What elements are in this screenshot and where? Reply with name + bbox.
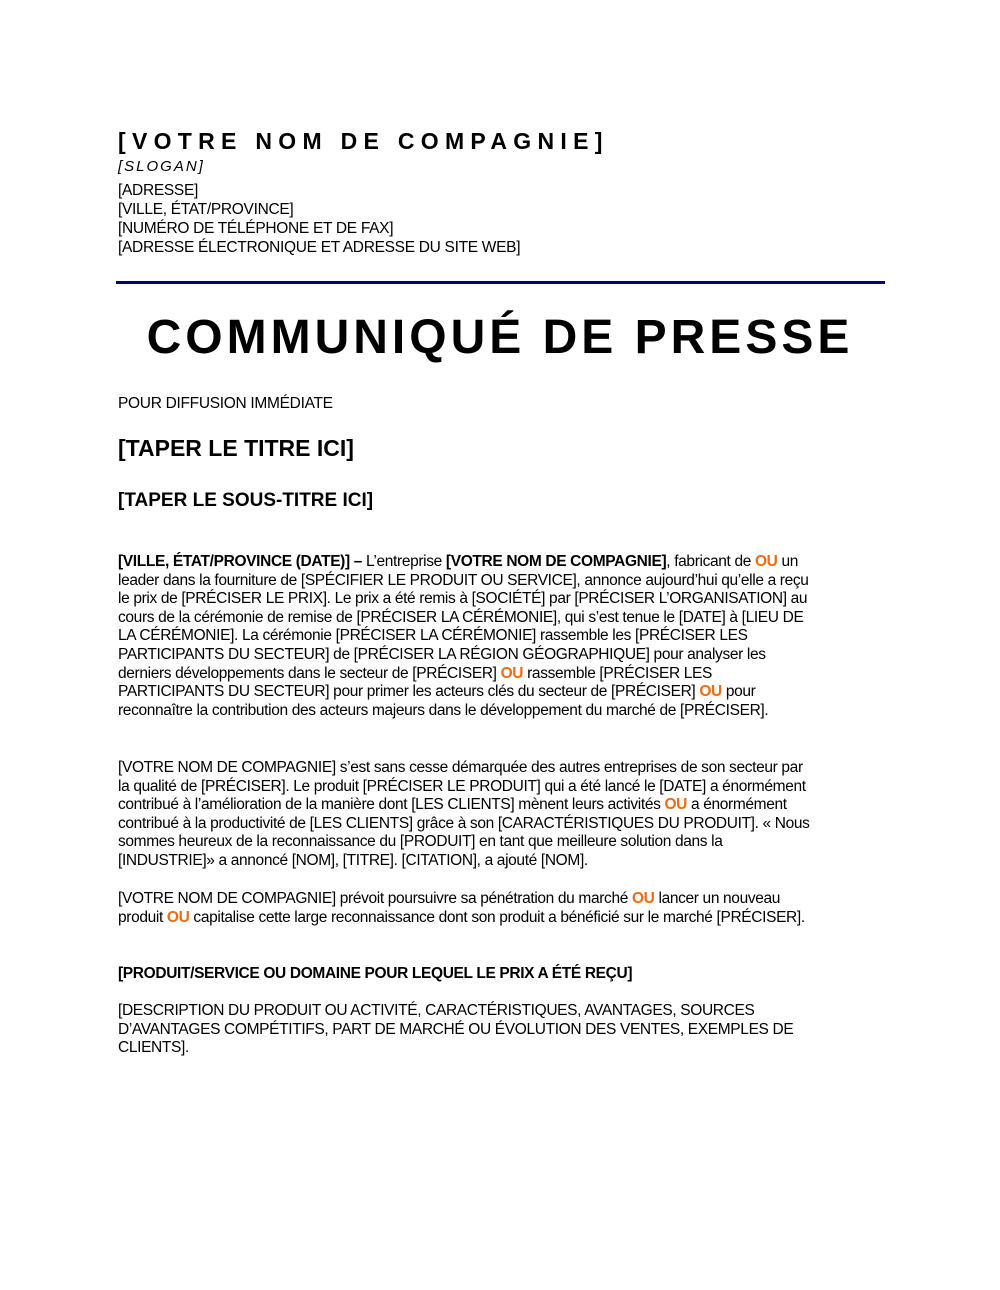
text-span: contribué à l’amélioration de la manière dont [LES CLIENTS] mènent leurs activités — [118, 796, 665, 814]
text-span: PARTICIPANTS DU SECTEUR] pour primer les acteurs clés du secteur de [PRÉCISER] — [118, 683, 700, 701]
text-line — [118, 553, 893, 572]
headline: [TAPER LE TITRE ICI] — [118, 435, 354, 461]
text-span: a énormément — [687, 796, 787, 814]
text-span: derniers développements dans le secteur de [PRÉCISER] — [118, 664, 501, 682]
text-span: rassemble [PRÉCISER LES — [523, 664, 713, 682]
text-line: PARTICIPANTS DU SECTEUR] de [PRÉCISER LA RÉGION GÉOGRAPHIQUE] pour analyser les — [118, 645, 766, 663]
text-line: [DESCRIPTION DU PRODUIT OU ACTIVITÉ, CARACTÉRISTIQUES, AVANTAGES, SOURCES — [118, 1002, 755, 1019]
paragraph-3 — [118, 890, 893, 927]
release-note: POUR DIFFUSION IMMÉDIATE — [118, 395, 333, 412]
text-span: lancer un nouveau — [654, 890, 781, 907]
text-line: [VOTRE NOM DE COMPAGNIE] s’est sans cesse démarquée des autres entreprises de son secteur par — [118, 759, 803, 776]
text-line: cours de la cérémonie de remise de [PRÉCISER LA CÉRÉMONIE], qui s’est tenue le [DATE] à [LIEU DE — [118, 608, 804, 626]
document-title: COMMUNIQUÉ DE PRESSE — [146, 311, 854, 364]
company-ref: [VOTRE NOM DE COMPAGNIE] — [445, 553, 667, 570]
text-line — [118, 665, 893, 684]
subheadline: [TAPER LE SOUS-TITRE ICI] — [118, 490, 374, 511]
text-span: , fabricant de — [666, 553, 755, 570]
text-line: [INDUSTRIE]» a annoncé [NOM], [TITRE]. [CITATION], a ajouté [NOM]. — [118, 851, 588, 869]
paragraph-1 — [118, 553, 893, 720]
text-line: la qualité de [PRÉCISER]. Le produit [PRÉCISER LE PRODUIT] qui a été lancé le [DATE] a énormément — [118, 777, 806, 795]
text-line: contribué à la productivité de [LES CLIENTS] grâce à son [CARACTÉRISTIQUES DU PRODUIT]. « Nous — [118, 814, 810, 832]
address-line: [ADRESSE] — [118, 182, 198, 199]
text-span: [VOTRE NOM DE COMPAGNIE] prévoit poursuivre sa pénétration du marché — [118, 890, 632, 907]
text-span: un — [777, 553, 799, 570]
or-marker: OU — [664, 796, 688, 814]
text-line — [118, 890, 893, 909]
text-line: CLIENTS]. — [118, 1039, 189, 1057]
or-marker: OU — [166, 908, 190, 926]
phone-fax-line: [NUMÉRO DE TÉLÉPHONE ET DE FAX] — [118, 220, 394, 237]
company-name: [VOTRE NOM DE COMPAGNIE] — [118, 128, 609, 154]
text-span: capitalise cette large reconnaissance dont son produit a bénéficié sur le marché [PRÉCISER]. — [189, 908, 805, 926]
or-marker: OU — [631, 890, 655, 907]
paragraph-2 — [118, 759, 893, 871]
email-web-line: [ADRESSE ÉLECTRONIQUE ET ADRESSE DU SITE WEB] — [118, 239, 521, 256]
text-line — [118, 909, 893, 928]
address-block — [118, 181, 520, 257]
text-span: L’entreprise — [362, 553, 446, 570]
text-line — [118, 796, 893, 815]
or-marker: OU — [500, 664, 524, 682]
text-span: pour — [721, 683, 756, 701]
dateline: [VILLE, ÉTAT/PROVINCE (DATE)] – — [118, 553, 363, 570]
text-line: LA CÉRÉMONIE]. La cérémonie [PRÉCISER LA CÉRÉMONIE] rassemble les [PRÉCISER LES — [118, 627, 748, 645]
city-line: [VILLE, ÉTAT/PROVINCE] — [118, 201, 294, 218]
or-marker: OU — [699, 683, 722, 701]
or-marker: OU — [754, 553, 778, 570]
text-line: reconnaître la contribution des acteurs majeurs dans le développement du marché de [PRÉCISER]. — [118, 701, 769, 719]
text-line: D’AVANTAGES COMPÉTITIFS, PART DE MARCHÉ OU ÉVOLUTION DES VENTES, EXEMPLES DE — [118, 1020, 794, 1038]
header-divider — [116, 281, 885, 284]
text-span: produit — [118, 908, 167, 926]
text-line: le prix de [PRÉCISER LE PRIX]. Le prix a été remis à [SOCIÉTÉ] par [PRÉCISER L’ORGANISATION] au — [118, 590, 808, 608]
text-line: sommes heureux de la reconnaissance du [PRODUIT] en tant que meilleure solution dans la — [118, 833, 723, 851]
section-heading: [PRODUIT/SERVICE OU DOMAINE POUR LEQUEL LE PRIX A ÉTÉ REÇU] — [118, 965, 633, 982]
paragraph-4 — [118, 1002, 893, 1058]
slogan: [SLOGAN] — [118, 158, 205, 175]
text-line: leader dans la fourniture de [SPÉCIFIER LE PRODUIT OU SERVICE], annonce aujourd’hui qu’elle a reçu — [118, 571, 809, 589]
text-line — [118, 683, 893, 702]
